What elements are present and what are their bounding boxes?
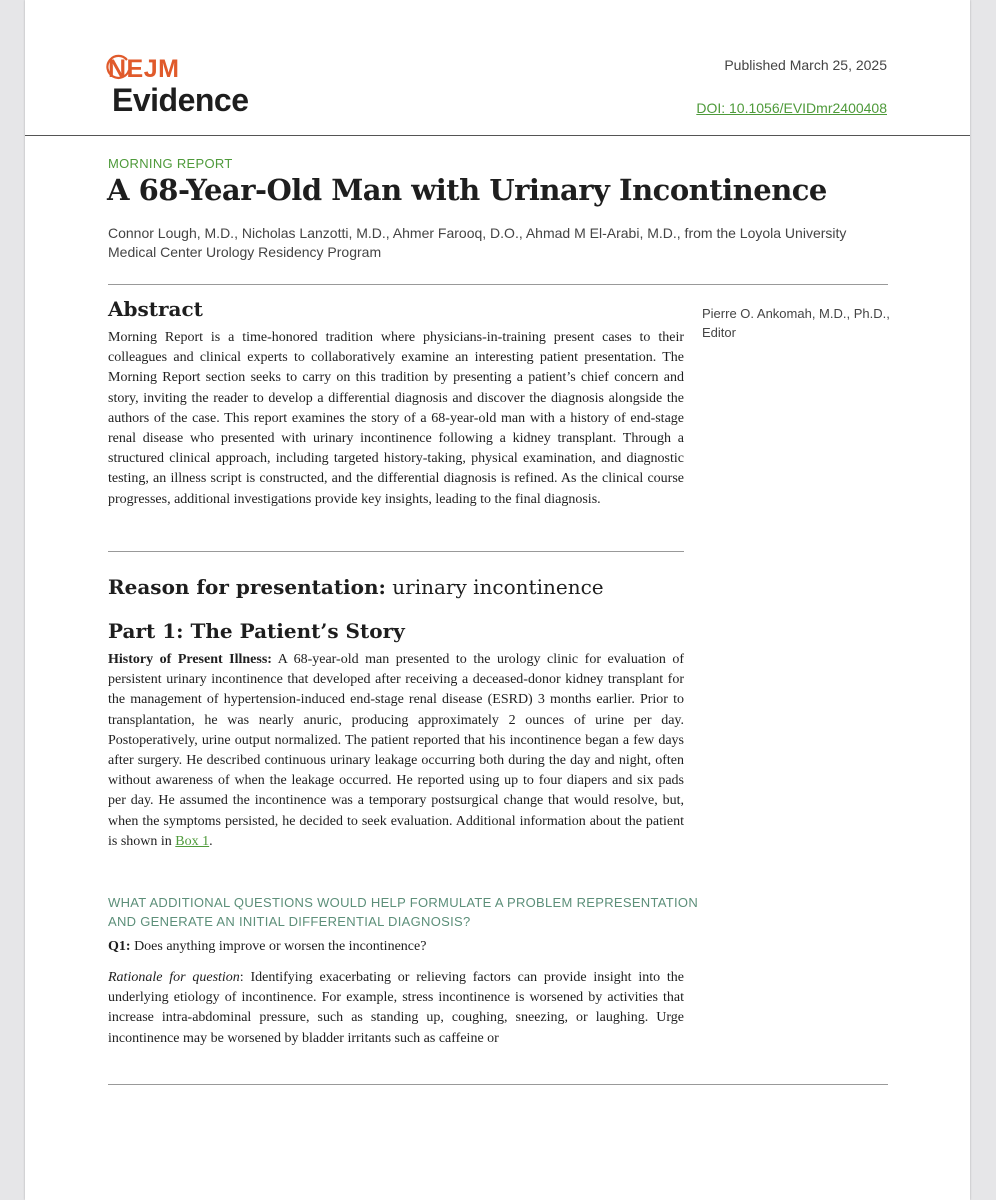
- q1-text: Does anything improve or worsen the incontinence?: [130, 939, 427, 954]
- q1-label: Q1:: [108, 939, 131, 954]
- rationale-paragraph: [108, 968, 684, 1049]
- abstract-divider: [108, 551, 684, 552]
- logo-nejm-text: NEJM: [108, 55, 180, 83]
- questions-heading: WHAT ADDITIONAL QUESTIONS WOULD HELP FORMULATE A PROBLEM REPRESENTATION AND GENERATE AN INITIAL DIFFERENTIAL DIAGNOSIS?: [108, 895, 699, 929]
- editor-credit: Pierre O. Ankomah, M.D., Ph.D., Editor: [702, 306, 890, 340]
- reason-heading: [108, 575, 604, 599]
- part1-heading: Part 1: The Patient’s Story: [108, 619, 405, 643]
- published-date: Published March 25, 2025: [724, 57, 887, 73]
- header-divider: [25, 135, 970, 136]
- hpi-text: A 68-year-old man presented to the urology clinic for evaluation of persistent urinary incontinence that developed after receiving a deceased-donor kidney transplant for the management of hypertension-induced end-stage renal disease (ESRD) 3 months earlier. Prior to transplantation, he was nearly anuric, producing approximately 2 ounces of urine per day. Postoperatively, urine output normalized. The patient reported that his incontinence began a few days after surgery. He described continuous urinary leakage occurring both during the day and night, often without awareness of when the leakage occurred. He reported using up to four diapers and six pads per day. He assumed the incontinence was a temporary postsurgical change that would resolve, but, when the symptoms persisted, he decided to seek evaluation. Additional information about the patient is shown in: [108, 652, 684, 849]
- article-title: A 68-Year-Old Man with Urinary Incontinence: [107, 173, 827, 207]
- rationale-label: Rationale for question: [108, 970, 240, 985]
- hpi-period: .: [209, 833, 213, 849]
- article-page: [25, 0, 970, 1200]
- rationale-text: : Identifying exacerbating or relieving factors can provide insight into the underlying etiology of incontinence. For example, stress incontinence is worsened by activities that increase intra-abdominal pressure, such as standing up, coughing, sneezing, or laughing. Urge incontinence may be worsened by bladder irritants such as caffeine or: [108, 970, 684, 1046]
- footer-divider: [108, 1084, 888, 1085]
- abstract-heading: Abstract: [108, 297, 203, 321]
- logo-evidence-text: Evidence: [112, 82, 249, 118]
- abstract-text: Morning Report is a time-honored tradition where physicians-in-training present cases to their colleagues and clinical experts to collaboratively examine an interesting patient presentation. The Morning Report section seeks to carry on this tradition by presenting a patient’s chief concern and story, inviting the reader to develop a differential diagnosis and discover the diagnosis alongside the authors of the case. This report examines the story of a 68-year-old man with a history of end-stage renal disease who presented with urinary incontinence following a kidney transplant. Through a structured clinical approach, including targeted history-taking, physical examination, and diagnostic testing, an illness script is constructed, and the differential diagnosis is refined. As the clinical course progresses, additional investigations provide key insights, leading to the final diagnosis.: [108, 330, 684, 507]
- author-list: Connor Lough, M.D., Nicholas Lanzotti, M.D., Ahmer Farooq, D.O., Ahmad M El-Arabi, M.D., from the Loyola University Medical Center Urology Residency Program: [108, 225, 847, 260]
- authors-divider: [108, 284, 888, 285]
- question-1: [108, 939, 684, 955]
- doi-link[interactable]: DOI: 10.1056/EVIDmr2400408: [696, 100, 887, 116]
- reason-value: urinary incontinence: [385, 575, 604, 599]
- section-label: MORNING REPORT: [108, 156, 233, 171]
- box-1-link[interactable]: Box 1: [175, 833, 210, 849]
- hpi-label: History of Present Illness:: [108, 652, 272, 667]
- reason-label: Reason for presentation:: [108, 575, 386, 599]
- history-of-present-illness: [108, 650, 684, 852]
